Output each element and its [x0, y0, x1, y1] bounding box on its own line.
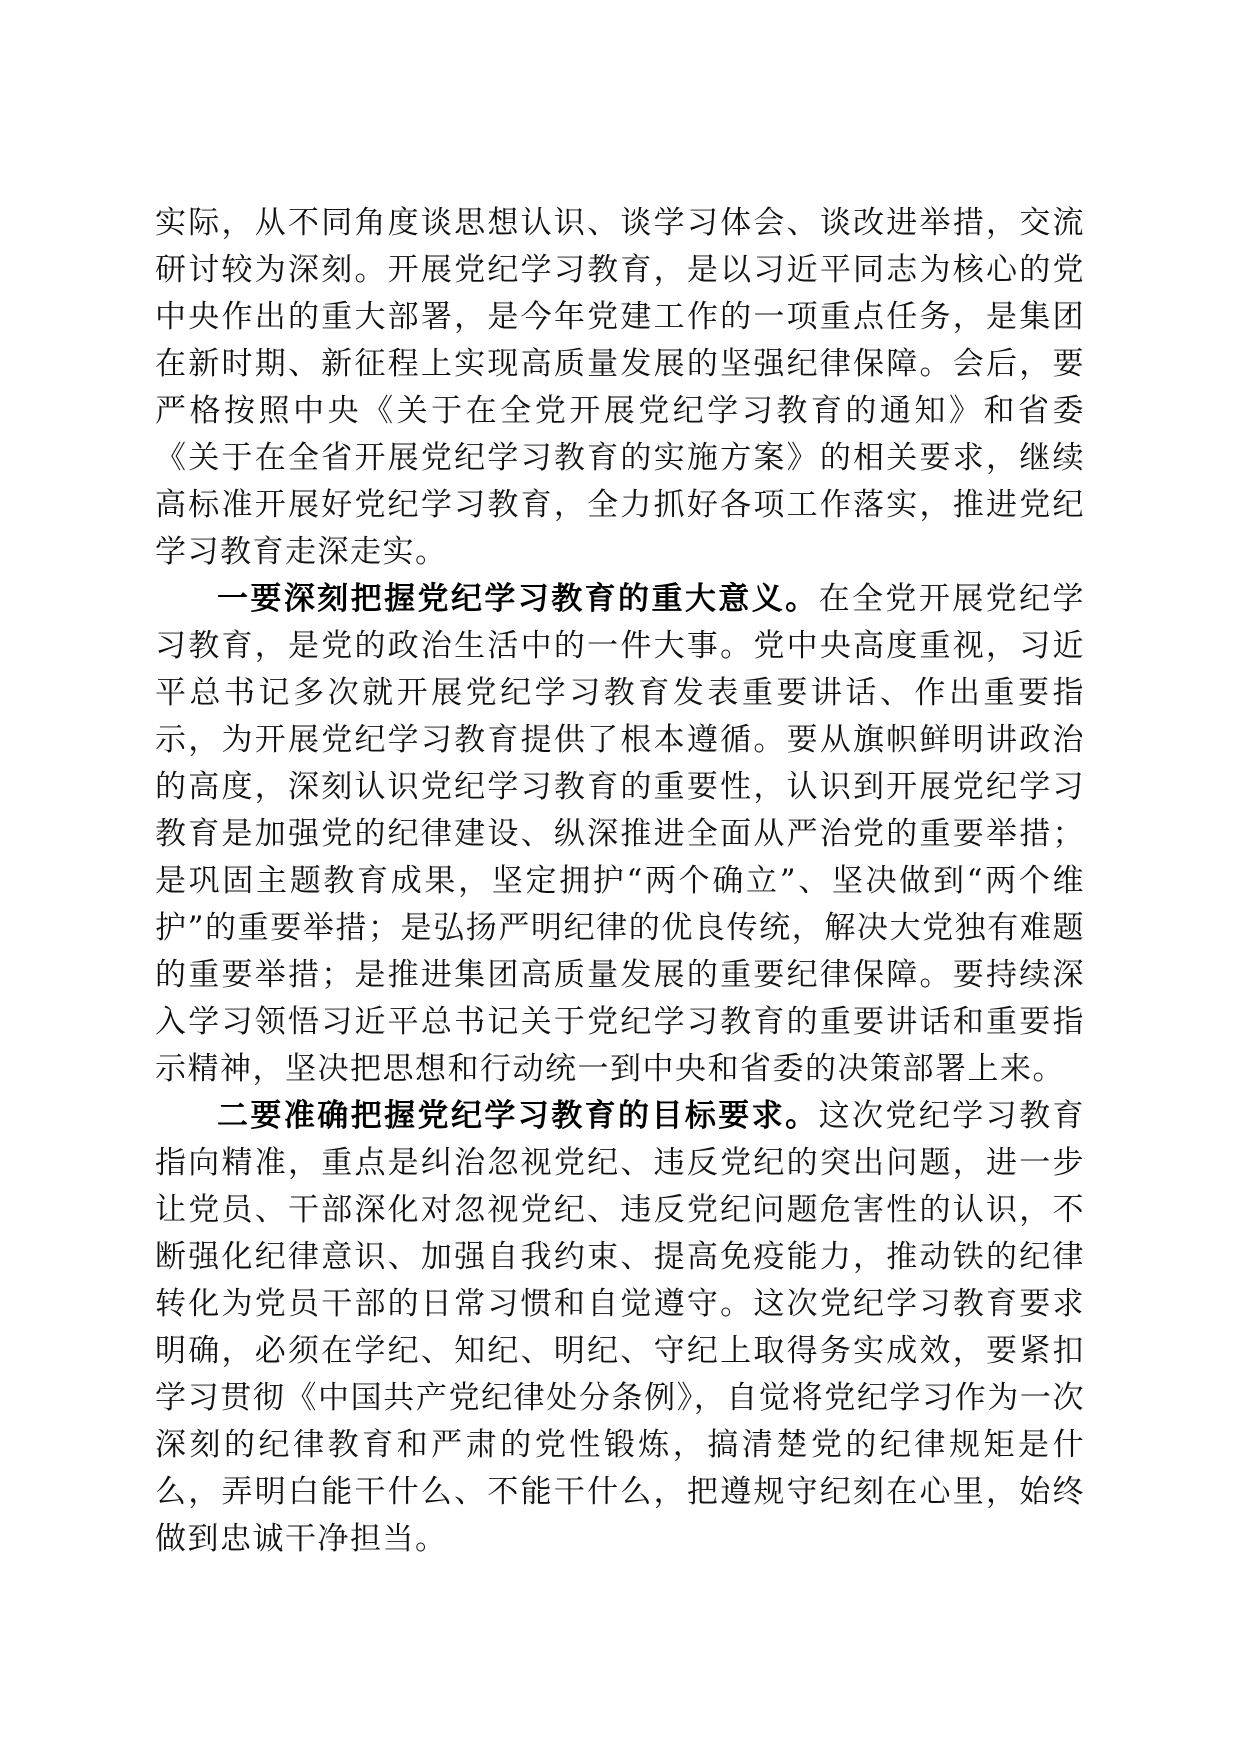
- paragraph-text: 在全党开展党纪学习教育，是党的政治生活中的一件大事。党中央高度重视，习近平总书记多次就开展党纪学习教育发表重要讲话、作出重要指示，为开展党纪学习教育提供了根本遵循。要从旗帜鲜明讲政治的高度，深刻认识党纪学习教育的重要性，认识到开展党纪学习教育是加强党的纪律建设、纵深推进全面从严治党的重要举措；是巩固主题教育成果，坚定拥护“两个确立”、坚决做到“两个维护”的重要举措；是弘扬严明纪律的优良传统，解决大党独有难题的重要举措；是推进集团高质量发展的重要纪律保障。要持续深入学习领悟习近平总书记关于党纪学习教育的重要讲话和重要指示精神，坚决把思想和行动统一到中央和省委的决策部署上来。: [155, 581, 1086, 1087]
- paragraph-text: 实际，从不同角度谈思想认识、谈学习体会、谈改进举措，交流研讨较为深刻。开展党纪学习教育，是以习近平同志为核心的党中央作出的重大部署，是今年党建工作的一项重点任务，是集团在新时期、新征程上实现高质量发展的坚强纪律保障。会后，要严格按照中央《关于在全党开展党纪学习教育的通知》和省委《关于在全省开展党纪学习教育的实施方案》的相关要求，继续高标准开展好党纪学习教育，全力抓好各项工作落实，推进党纪学习教育走深走实。: [155, 205, 1085, 570]
- paragraph-text: 这次党纪学习教育指向精准，重点是纠治忽视党纪、违反党纪的突出问题，进一步让党员、干部深化对忽视党纪、违反党纪问题危害性的认识，不断强化纪律意识、加强自我约束、提高免疫能力，推动铁的纪律转化为党员干部的日常习惯和自觉遵守。这次党纪学习教育要求明确，必须在学纪、知纪、明纪、守纪上取得务实成效，要紧扣学习贯彻《中国共产党纪律处分条例》，自觉将党纪学习作为一次深刻的纪律教育和严肃的党性锻炼，搞清楚党的纪律规矩是什么，弄明白能干什么、不能干什么，把遵规守纪刻在心里，始终做到忠诚干净担当。: [155, 1098, 1086, 1557]
- paragraph-continuation: [155, 200, 1085, 576]
- section-heading-objectives: 二要准确把握党纪学习教育的目标要求。: [217, 1098, 819, 1134]
- section-heading-significance: 一要深刻把握党纪学习教育的重大意义。: [217, 581, 819, 617]
- paragraph-objectives: [155, 1093, 1085, 1563]
- paragraph-significance: [155, 576, 1085, 1093]
- document-body: [155, 200, 1085, 1563]
